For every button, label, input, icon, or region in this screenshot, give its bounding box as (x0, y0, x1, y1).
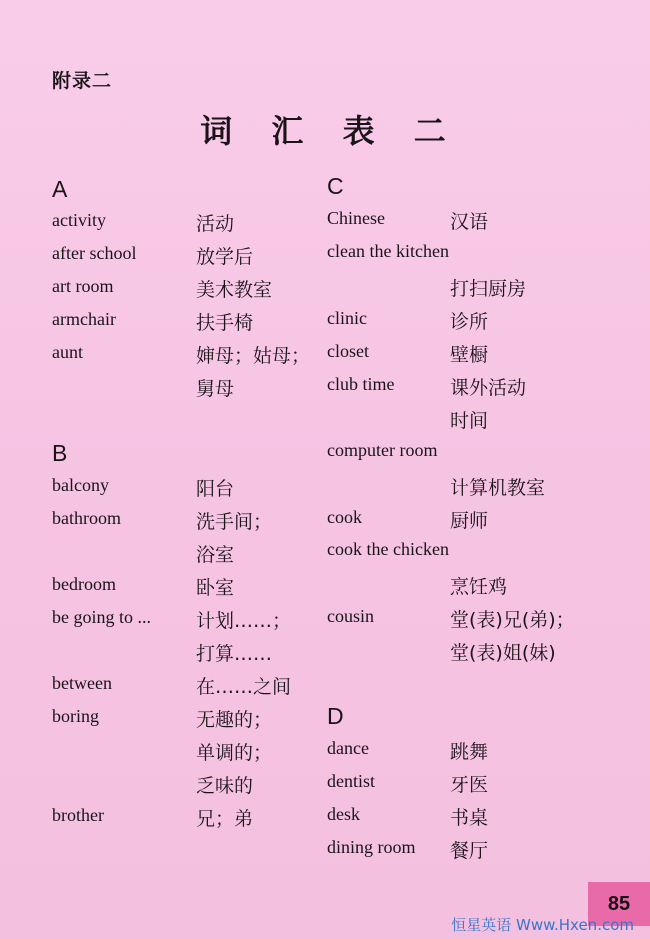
entry-zh: 兄；弟 (196, 808, 254, 830)
entry-zh: 浴室 (196, 544, 235, 566)
entry-zh: 打扫厨房 (450, 278, 527, 300)
entry-en: after school (52, 243, 137, 263)
entry-en: brother (52, 805, 104, 825)
entry-zh: 婶母；姑母； (196, 345, 311, 367)
section-letter-a: A (52, 176, 68, 202)
entry-en: clean the kitchen (327, 241, 449, 261)
entry-en: between (52, 673, 112, 693)
section-letter-b: B (52, 440, 68, 466)
section-letter-d: D (327, 703, 344, 729)
entry-zh: 堂(表)兄(弟)； (450, 609, 575, 631)
entry-zh: 厨师 (450, 510, 489, 532)
entry-en: be going to ... (52, 607, 151, 627)
entry-zh: 无趣的； (196, 709, 273, 731)
entry-en: cook the chicken (327, 539, 449, 559)
entry-en: club time (327, 374, 395, 394)
entry-en: dance (327, 738, 369, 758)
entry-zh: 课外活动 (450, 377, 527, 399)
entry-zh: 活动 (196, 213, 235, 235)
entry-zh: 堂(表)姐(妹) (450, 642, 556, 664)
entry-zh: 打算…… (196, 643, 273, 665)
entry-zh: 牙医 (450, 774, 489, 796)
entry-zh: 计划……； (196, 610, 292, 632)
entry-en: dentist (327, 771, 375, 791)
entry-en: boring (52, 706, 99, 726)
entry-zh: 扶手椅 (196, 312, 254, 334)
entry-zh: 美术教室 (196, 279, 273, 301)
entry-en: bathroom (52, 508, 121, 528)
entry-en: art room (52, 276, 114, 296)
entry-en: desk (327, 804, 360, 824)
entry-zh: 单调的； (196, 742, 273, 764)
entry-zh: 乏味的 (196, 775, 254, 797)
entry-en: cook (327, 507, 362, 527)
entry-zh: 烹饪鸡 (450, 576, 508, 598)
entry-en: bedroom (52, 574, 116, 594)
appendix-label: 附录二 (52, 70, 113, 92)
page-title: 词 汇 表 二 (200, 112, 460, 150)
entry-zh: 餐厅 (450, 840, 489, 862)
entry-zh: 洗手间； (196, 511, 273, 533)
entry-zh: 阳台 (196, 478, 235, 500)
entry-zh: 时间 (450, 410, 489, 432)
entry-en: closet (327, 341, 369, 361)
entry-zh: 卧室 (196, 577, 235, 599)
entry-en: computer room (327, 440, 438, 460)
entry-en: balcony (52, 475, 109, 495)
entry-zh: 壁橱 (450, 344, 489, 366)
entry-zh: 计算机教室 (450, 477, 546, 499)
site-watermark: 恒星英语 Www.Hxen.com (451, 916, 634, 934)
entry-en: Chinese (327, 208, 385, 228)
entry-en: activity (52, 210, 106, 230)
entry-en: armchair (52, 309, 116, 329)
entry-zh: 跳舞 (450, 741, 489, 763)
entry-en: aunt (52, 342, 83, 362)
entry-zh: 舅母 (196, 378, 235, 400)
entry-zh: 放学后 (196, 246, 254, 268)
section-letter-c: C (327, 173, 344, 199)
entry-zh: 书桌 (450, 807, 489, 829)
entry-en: cousin (327, 606, 374, 626)
entry-en: dining room (327, 837, 416, 857)
entry-zh: 诊所 (450, 311, 489, 333)
entry-zh: 在……之间 (196, 676, 292, 698)
entry-en: clinic (327, 308, 367, 328)
entry-zh: 汉语 (450, 211, 489, 233)
page-number: 85 (588, 882, 650, 926)
